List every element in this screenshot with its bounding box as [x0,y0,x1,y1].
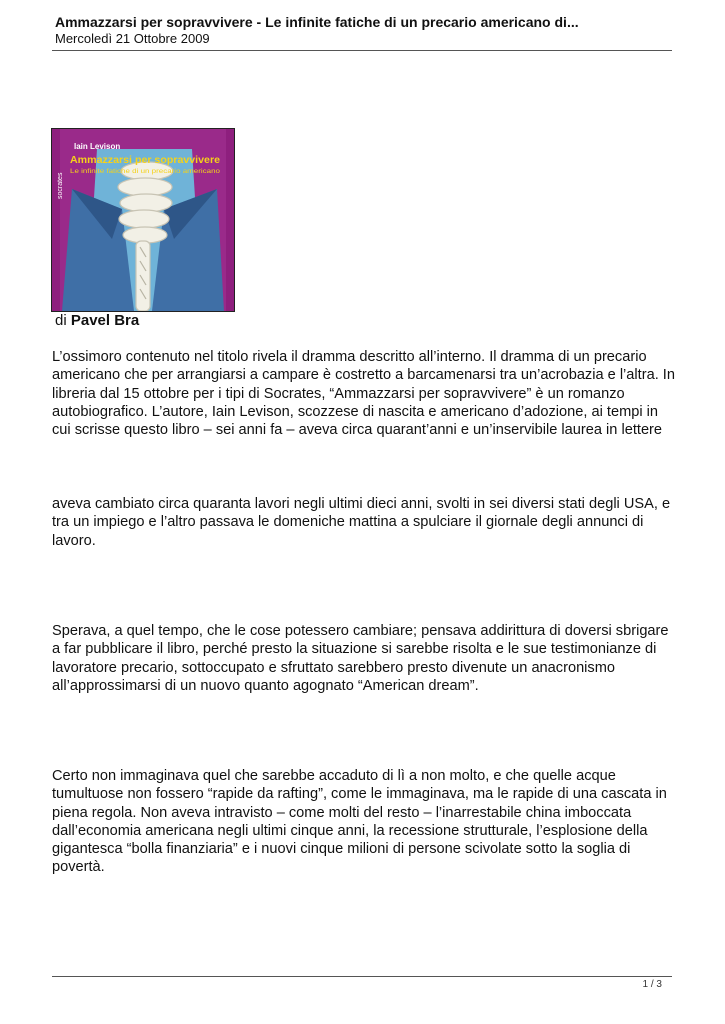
article-paragraph-1: L’ossimoro contenuto nel titolo rivela il dramma descritto all’interno. Il dramma di un precario americano che per arrangiarsi a campare è costretto a barcamenarsi tra un’acrobazia e l’altra. In libreria dal 15 ottobre per i tipi di Socrates, “Ammazzarsi per sopravvivere” è un romanzo autobiografico. L’autore, Iain Levison, scozzese di nascita e americano d’adozione, ai tempi in cui scrisse questo libro – sei anni fa – aveva circa quarant’anni e un’inservibile laurea in lettere [52,349,675,439]
byline-author: Pavel Bra [70,312,140,329]
cover-publisher: socrates [57,172,64,199]
article-paragraph-2: aveva cambiato circa quaranta lavori negli ultimi dieci anni, svolti in sei diversi stati degli USA, e tra un impiego e l’altro passava le domeniche mattina a spulciare il giornale degli annunci di lavoro. [52,496,671,549]
article-paragraph-3: Sperava, a quel tempo, che le cose potessero cambiare; pensava addirittura di doversi sbrigare a far pubblicare il libro, perché presto la situazione si sarebbe risolta e le sue testimonianze di lavoratore precario, sottoccupato e sfruttato sarebbero presto divenute un anacronismo all’approssimarsi di un nuovo quanto agognato “American dream”. [52,623,669,694]
article-title: Ammazzarsi per sopravvivere - Le infinite fatiche di un precario americano di... [55,14,579,30]
header-divider [52,50,672,51]
footer-divider [52,976,672,977]
article-paragraph-4: Certo non immaginava quel che sarebbe accaduto di lì a non molto, e che quelle acque tumultuose non fossero “rapide da rafting”, come le immaginava, ma le rapide di una cascata in piena regola. Non aveva intravisto – come molti del resto – l’inarrestabile china imboccata dall’economia americana negli ultimi cinque anni, la recessione strutturale, l’esplosione della gigantesca “bolla finanziaria” e i nuovi cinque milioni di persone scivolate sotto la soglia di povertà. [52,768,667,876]
page-header [55,14,672,47]
byline-prefix: di [55,312,67,329]
cover-subtitle: Le infinite fatiche di un precario americano [70,169,221,175]
cover-author: Iain Levison [74,142,121,151]
article-date: Mercoledì 21 Ottobre 2009 [55,31,210,46]
book-cover-image [51,128,235,312]
byline [55,312,139,330]
cover-title: Ammazzarsi per sopravvivere [70,154,221,166]
page-number: 1 / 3 [642,979,662,990]
